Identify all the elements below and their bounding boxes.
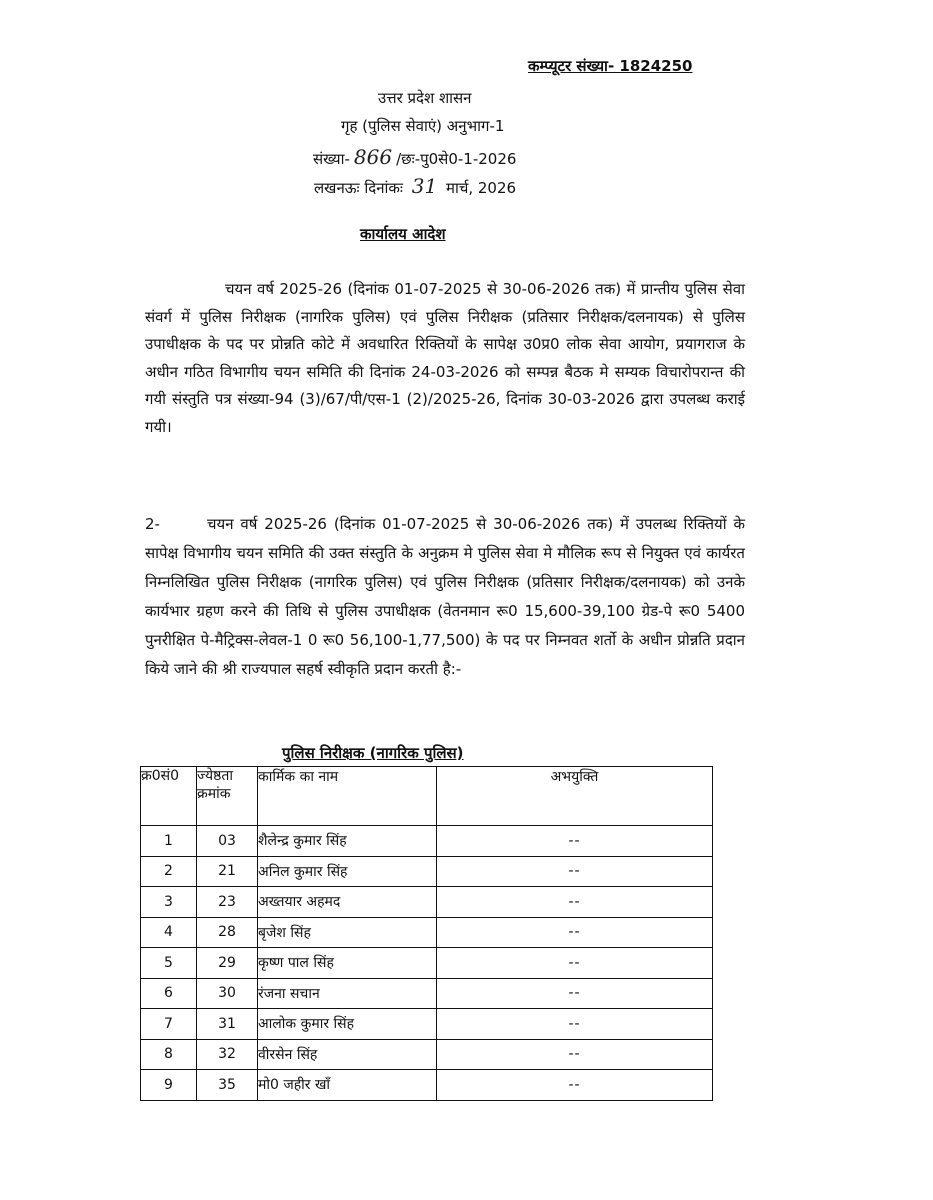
- table-row: [141, 978, 713, 1009]
- table-row: [141, 1039, 713, 1070]
- cell-seniority: 30: [197, 978, 258, 1009]
- cell-name: शैलेन्द्र कुमार सिंह: [258, 826, 437, 857]
- paragraph-2: [145, 510, 745, 684]
- computer-number: कम्प्यूटर संख्या- 1824250: [528, 57, 693, 75]
- cell-remarks: --: [437, 1070, 713, 1101]
- order-number-suffix: /छः-पु0से0-1-2026: [396, 150, 517, 168]
- cell-name: कृष्ण पाल सिंह: [258, 948, 437, 979]
- department-section: गृह (पुलिस सेवाएं) अनुभाग-1: [341, 117, 505, 135]
- cell-seniority: 29: [197, 948, 258, 979]
- cell-name: बृजेश सिंह: [258, 917, 437, 948]
- cell-name: अनिल कुमार सिंह: [258, 856, 437, 887]
- cell-seniority: 23: [197, 887, 258, 918]
- table-row: [141, 826, 713, 857]
- cell-name: मो0 जहीर खाँ: [258, 1070, 437, 1101]
- order-date-suffix: मार्च, 2026: [445, 179, 517, 197]
- table-header-row: [141, 767, 713, 826]
- table-row: [141, 887, 713, 918]
- cell-name: वीरसेन सिंह: [258, 1039, 437, 1070]
- cell-remarks: --: [437, 978, 713, 1009]
- header-serial: क्र0सं0: [141, 767, 197, 826]
- cell-seniority: 21: [197, 856, 258, 887]
- cell-serial: 6: [141, 978, 197, 1009]
- header-seniority: ज्येष्ठता क्रमांक: [197, 767, 258, 826]
- paragraph-2-number: 2-: [145, 515, 160, 533]
- header-remarks: अभयुक्ति: [437, 767, 713, 826]
- cell-name: रंजना सचान: [258, 978, 437, 1009]
- table-row: [141, 917, 713, 948]
- paragraph-2-text: चयन वर्ष 2025-26 (दिनांक 01-07-2025 से 30-06-2026 तक) में उपलब्ध रिक्तियों के सापेक्ष विभागीय चयन समिति की उक्त संस्तुति के अनुक्रम मे पुलिस सेवा मे मौलिक रूप से नियुक्त एवं कार्यरत निम्नलिखित पुलिस निरीक्षक (नागरिक पुलिस) एवं पुलिस निरीक्षक (प्रतिसार निरीक्षक/दलनायक) को उनके कार्यभार ग्रहण करने की तिथि से पुलिस उपाधीक्षक (वेतनमान रू0 15,600-39,100 ग्रेड-पे रू0 5400 पुनरीक्षित पे-मैट्रिक्स-लेवल-1 0 रू0 56,100-1,77,500) के पद पर निम्नवत शर्तो के अधीन प्रोन्नति प्रदान किये जाने की श्री राज्यपाल सहर्ष स्वीकृति प्रदान करती है:-: [145, 515, 745, 678]
- order-date-line: [314, 174, 516, 198]
- cell-name: आलोक कुमार सिंह: [258, 1009, 437, 1040]
- promotion-table: [140, 766, 713, 1101]
- table-row: [141, 856, 713, 887]
- cell-serial: 2: [141, 856, 197, 887]
- document-title: कार्यालय आदेश: [360, 225, 446, 243]
- cell-serial: 7: [141, 1009, 197, 1040]
- cell-serial: 8: [141, 1039, 197, 1070]
- cell-seniority: 31: [197, 1009, 258, 1040]
- government-name: उत्तर प्रदेश शासन: [378, 89, 472, 107]
- cell-remarks: --: [437, 917, 713, 948]
- cell-remarks: --: [437, 948, 713, 979]
- order-date-handwritten: 31: [411, 174, 438, 198]
- cell-seniority: 32: [197, 1039, 258, 1070]
- order-date-prefix: लखनऊः दिनांकः: [314, 179, 403, 197]
- cell-remarks: --: [437, 887, 713, 918]
- cell-serial: 1: [141, 826, 197, 857]
- cell-remarks: --: [437, 1009, 713, 1040]
- table-row: [141, 1009, 713, 1040]
- cell-serial: 3: [141, 887, 197, 918]
- table-row: [141, 1070, 713, 1101]
- cell-serial: 9: [141, 1070, 197, 1101]
- cell-seniority: 35: [197, 1070, 258, 1101]
- cell-seniority: 03: [197, 826, 258, 857]
- cell-remarks: --: [437, 1039, 713, 1070]
- table-row: [141, 948, 713, 979]
- cell-remarks: --: [437, 856, 713, 887]
- paragraph-1: चयन वर्ष 2025-26 (दिनांक 01-07-2025 से 30-06-2026 तक) में प्रान्तीय पुलिस सेवा संवर्ग में पुलिस निरीक्षक (नागरिक पुलिस) एवं पुलिस निरीक्षक (प्रतिसार निरीक्षक/दलनायक) से पुलिस उपाधीक्षक के पद पर प्रोन्नति कोटे में अवधारित रिक्तियों के सापेक्ष उ0प्र0 लोक सेवा आयोग, प्रयागराज के अधीन गठित विभागीय चयन समिति की दिनांक 24-03-2026 को सम्पन्न बैठक मे सम्यक विचारोपरान्त की गयी संस्तुति पत्र संख्या-94 (3)/67/पी/एस-1 (2)/2025-26, दिनांक 30-03-2026 द्वारा उपलब्ध कराई गयी।: [145, 280, 745, 436]
- cell-serial: 4: [141, 917, 197, 948]
- cell-remarks: --: [437, 826, 713, 857]
- cell-seniority: 28: [197, 917, 258, 948]
- table-title: पुलिस निरीक्षक (नागरिक पुलिस): [282, 744, 464, 762]
- cell-name: अख्तयार अहमद: [258, 887, 437, 918]
- cell-serial: 5: [141, 948, 197, 979]
- header-name: कार्मिक का नाम: [258, 767, 437, 826]
- order-number-prefix: संख्या-: [313, 150, 350, 168]
- order-number-line: [313, 145, 516, 169]
- order-number-handwritten: 866: [353, 145, 393, 169]
